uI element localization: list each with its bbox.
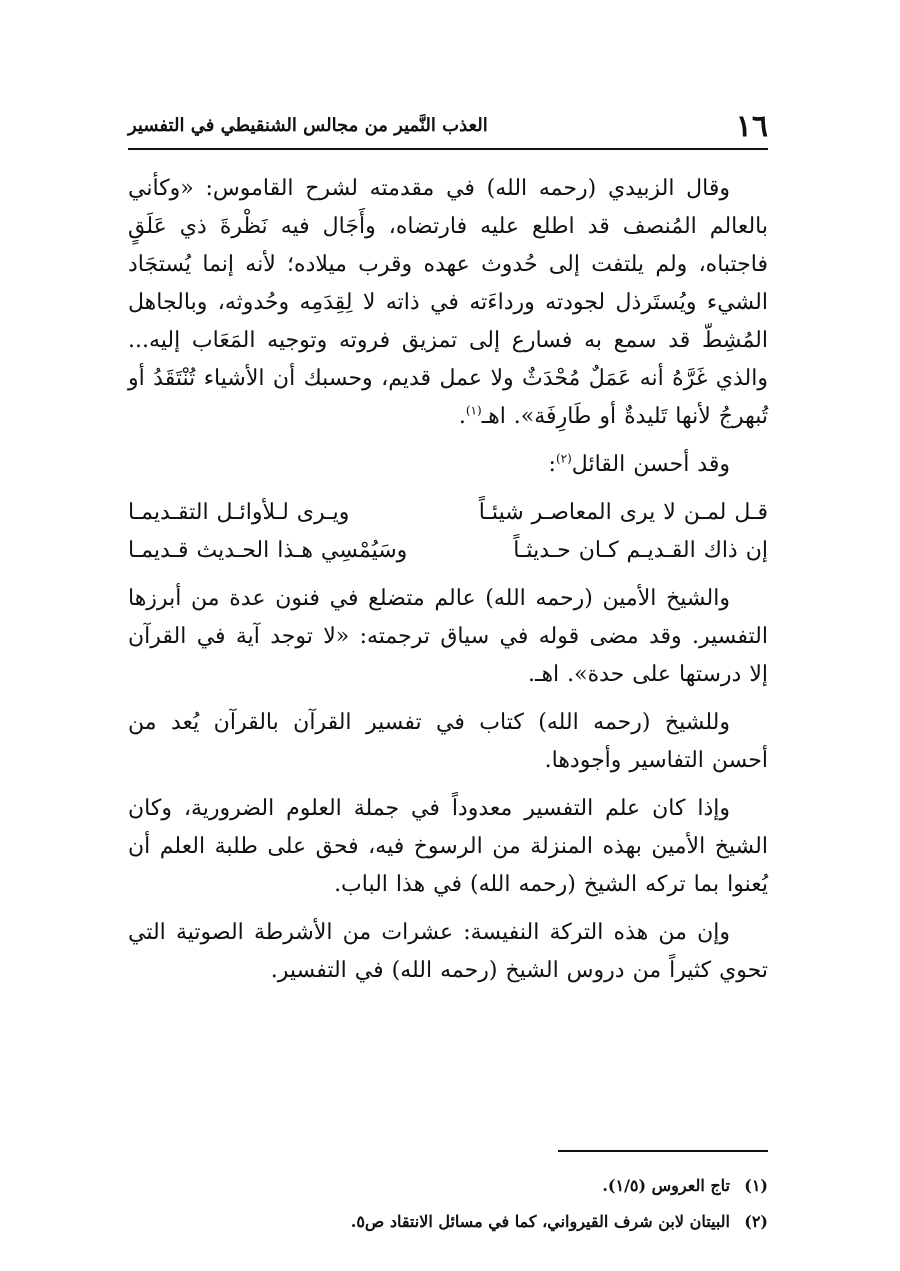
- poem-second-hemistich: وسَيُمْسِي هـذا الحـديث قـديمـا: [128, 538, 408, 563]
- footnote: [128, 1168, 768, 1204]
- main-text: [128, 170, 768, 1000]
- footnote-text: البيتان لابن شرف القيرواني، كما في مسائل الانتقاد ص٥.: [350, 1212, 730, 1231]
- footnote-ref: (٢): [555, 451, 572, 466]
- poet-intro: [128, 446, 768, 484]
- paragraph-end: .: [458, 404, 466, 429]
- body-paragraph: وللشيخ (رحمه الله) كتاب في تفسير القرآن بالقرآن يُعد من أحسن التفاسير وأجودها.: [128, 710, 768, 773]
- poem-verse: [128, 532, 768, 570]
- footnote-number: (٢): [744, 1212, 768, 1231]
- paragraph-text: وقال الزبيدي (رحمه الله) في مقدمته لشرح القاموس: «وكأني بالعالم المُنصف قد اطلع عليه فارتضاه، وأَجَال فيه نَظْرةَ ذي عَلَقٍ فاجتباه، ولم يلتفت إلى حُدوث عهده وقرب ميلاده؛ لأنه إنما يُستجَاد الشيء ويُستَرذل لجودته ورداءَته في ذاته لا لِقِدَمِه وحُدوثه، وبالجاهل المُشِطّ قد سمع به فسارع إلى تمزيق فروته وتوجيه المَعَاب إليه... والذي غَرَّهُ أنه عَمَلٌ مُحْدَثٌ ولا عمل قديم، وحسبك أن الأشياء تُنْتَقَدُ أو تُبهرجُ لأنها تَليدةٌ أو طَارِفَة». اهـ: [128, 176, 768, 429]
- poem-first-hemistich: قـل لمـن لا يرى المعاصـر شيئـاً: [478, 500, 768, 525]
- page-number: ١٦: [735, 109, 768, 144]
- quote-paragraph: [128, 170, 768, 436]
- footnote-separator: [558, 1150, 768, 1152]
- intro-end: :: [548, 452, 556, 477]
- footnote-ref: (١): [465, 403, 482, 418]
- footnote: [128, 1204, 768, 1240]
- poem-first-hemistich: إن ذاك القـديـم كـان حـديثـاً: [513, 538, 768, 563]
- body-paragraph: والشيخ الأمين (رحمه الله) عالم متضلع في فنون عدة من أبرزها التفسير. وقد مضى قوله في سياق ترجمته: «لا توجد آية في القرآن إلا درستها على حدة». اهـ.: [128, 586, 768, 687]
- poem-second-hemistich: ويـرى لـلأوائـل التقـديمـا: [128, 500, 350, 525]
- footnotes: [128, 1168, 768, 1240]
- page-header: [128, 108, 768, 150]
- footnote-text: تاج العروس (١/٥).: [602, 1176, 730, 1195]
- body-paragraph: وإن من هذه التركة النفيسة: عشرات من الأشرطة الصوتية التي تحوي كثيراً من دروس الشيخ (رحمه الله) في التفسير.: [128, 920, 768, 983]
- intro-text: وقد أحسن القائل: [571, 452, 730, 477]
- body-paragraph: وإذا كان علم التفسير معدوداً في جملة العلوم الضرورية، وكان الشيخ الأمين بهذه المنزلة من الرسوخ فيه، فحق على طلبة العلم أن يُعنوا بما تركه الشيخ (رحمه الله) في هذا الباب.: [128, 796, 768, 897]
- poem: [128, 494, 768, 570]
- footnote-number: (١): [744, 1176, 768, 1195]
- poem-verse: [128, 494, 768, 532]
- running-title: العذب النَّمير من مجالس الشنقيطي في التفسير: [128, 115, 488, 136]
- book-page: [128, 108, 768, 1231]
